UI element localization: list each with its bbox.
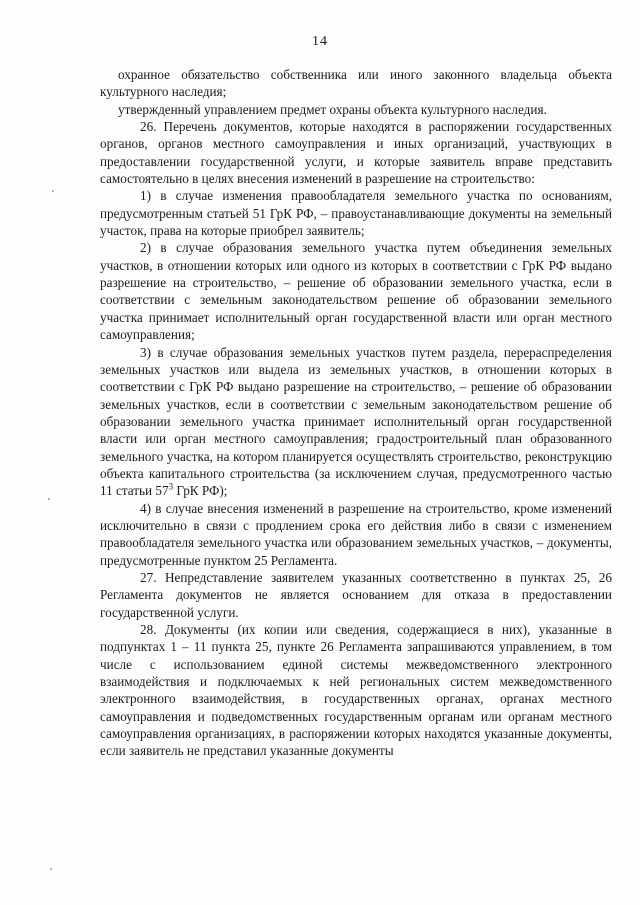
margin-mark bbox=[48, 498, 50, 500]
paragraph-protection-subject: утвержденный управлением предмет охраны объекта культурного наследия. bbox=[118, 101, 547, 117]
margin-mark bbox=[50, 868, 52, 870]
paragraph-protection-obligation: охранное обязательство собственника или иного законного владельца объекта культурного наследия; bbox=[100, 67, 612, 100]
paragraph-28: 28. Документы (их копии или сведения, содержащиеся в них), указанные в подпунктах 1 – 11 пункта 25, пункте 26 Регламента запрашиваются управлением, в том числе с использованием единой системы межведомственного электронного взаимодействия и подключаемых к ней региональных систем межведомственного электронного взаимодействия, в государственных органах, органах местного самоуправления и подведомственных государственным органам или органам местного самоуправления организациях, в распоряжении которых находятся указанные документы, если заявитель не представил указанные документы bbox=[100, 622, 612, 759]
paragraph-26-item-3 bbox=[100, 344, 612, 500]
article-superscript: 3 bbox=[168, 481, 174, 492]
item-3-text: 3) в случае образования земельных участков путем раздела, перераспределения земельных участков или выдела из земельных участков, в отношении которых в соответствии с ГрК РФ выдано разрешение на строительство, – решение об образовании земельных участков, если в соответствии с земельным законодательством решение об образовании земельного участка принимает исполнительный орган государственной власти или орган местного самоуправления; градостроительный план образованного земельного участка, на котором планируется осуществлять строительство, реконструкцию объекта капитального строительства (за исключением случая, предусмотренного частью 11 статьи 57 bbox=[100, 344, 612, 499]
document-body bbox=[100, 66, 612, 760]
paragraph-26-item-4: 4) в случае внесения изменений в разрешение на строительство, кроме изменений исключительно в связи с продлением срока его действия либо в связи с изменением правообладателя земельного участка или образованием земельных участков, – документы, предусмотренные пунктом 25 Регламента. bbox=[100, 500, 612, 568]
paragraph-26: 26. Перечень документов, которые находятся в распоряжении государственных органов, органов местного самоуправления и иных организаций, участвующих в предоставлении государственной услуги, и которые заявитель вправе представить самостоятельно в целях внесения изменений в разрешение на строительство: bbox=[100, 119, 612, 187]
paragraph-26-item-2: 2) в случае образования земельного участка путем объединения земельных участков, в отношении которых или одного из которых в соответствии с ГрК РФ выдано разрешение на строительство, – решение об образовании земельного участка, если в соответствии с земельным законодательством решение об образовании земельного участка принимает исполнительный орган государственной власти или орган местного самоуправления; bbox=[100, 240, 612, 343]
paragraph-26-item-1: 1) в случае изменения правообладателя земельного участка по основаниям, предусмотренным статьей 51 ГрК РФ, – правоустанавливающие документы на земельный участок, права на которые приобрел заявитель; bbox=[100, 188, 612, 239]
paragraph-27: 27. Непредставление заявителем указанных соответственно в пунктах 25, 26 Регламента документов не является основанием для отказа в предоставлении государственной услуги. bbox=[100, 569, 612, 620]
item-3-tail: ГрК РФ); bbox=[173, 483, 228, 499]
margin-mark bbox=[52, 190, 54, 192]
page-number: 14 bbox=[312, 34, 328, 49]
